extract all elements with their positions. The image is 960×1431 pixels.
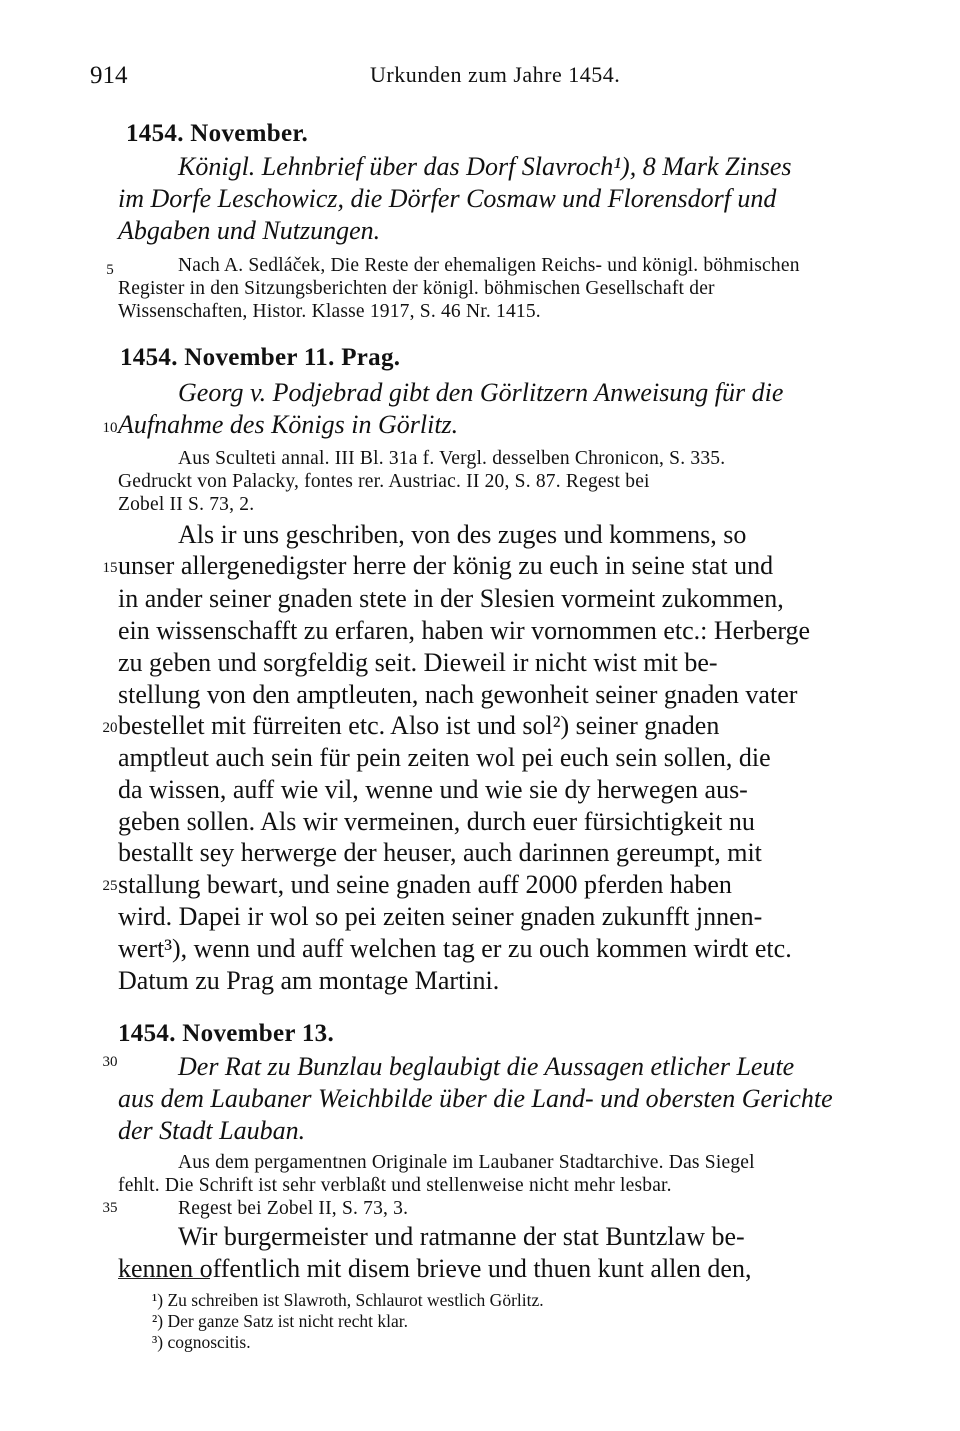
regest-line: der Stadt Lauban. <box>118 1116 306 1145</box>
body-text-line: ein wissenschafft zu erfaren, haben wir vornommen etc.: Herberge <box>118 616 811 645</box>
regest-line: Georg v. Podjebrad gibt den Görlitzern Anweisung für die <box>178 378 784 407</box>
source-note-line: Nach A. Sedláček, Die Reste der ehemaligen Reichs- und königl. böhmischen <box>178 255 800 276</box>
body-text-line: zu geben und sorgfeldig seit. Dieweil ir nicht wist mit be- <box>118 648 718 677</box>
regest-line: Abgaben und Nutzungen. <box>118 216 381 245</box>
body-text-line: Datum zu Prag am montage Martini. <box>118 966 500 995</box>
regest-line: im Dorfe Leschowicz, die Dörfer Cosmaw und Florensdorf und <box>118 184 777 213</box>
source-note-line: Regest bei Zobel II, S. 73, 3. <box>178 1198 409 1219</box>
body-text-line: amptleut auch sein für pein zeiten wol pei euch sein sollen, die <box>118 743 771 772</box>
footnote: ¹) Zu schreiben ist Slawroth, Schlaurot westlich Görlitz. <box>152 1290 544 1310</box>
entry-date: 1454. November. <box>126 120 309 147</box>
body-text-line: unser allergenedigster herre der könig zu euch in seine stat und <box>118 551 774 580</box>
line-number: 25 <box>102 878 118 894</box>
body-text-line: da wissen, auff wie vil, wenne und wie sie dy herwegen aus- <box>118 775 748 804</box>
entry-date: 1454. November 11. Prag. <box>120 344 401 371</box>
body-text-line: kennen offentlich mit disem brieve und thuen kunt allen den, <box>118 1254 752 1283</box>
line-number: 35 <box>102 1200 118 1216</box>
body-text-line: geben sollen. Als wir vermeinen, durch euer fürsichtigkeit nu <box>118 807 755 836</box>
regest-line: Aufnahme des Königs in Görlitz. <box>118 410 459 439</box>
body-text-line: wird. Dapei ir wol so pei zeiten seiner gnaden zukunfft jnnen- <box>118 902 763 931</box>
source-note-line: Aus Sculteti annal. III Bl. 31a f. Vergl. desselben Chronicon, S. 335. <box>178 448 726 469</box>
body-text-line: stellung von den amptleuten, nach gewonheit seiner gnaden vater <box>118 680 798 709</box>
body-text-line: Wir burgermeister und ratmanne der stat Buntzlaw be- <box>178 1222 745 1251</box>
regest-line: aus dem Laubaner Weichbilde über die Land- und obersten Gerichte <box>118 1084 833 1113</box>
line-number: 10 <box>102 420 118 436</box>
footnote: ²) Der ganze Satz ist nicht recht klar. <box>152 1311 408 1331</box>
footnote-rule <box>118 1278 210 1279</box>
regest-line: Der Rat zu Bunzlau beglaubigt die Aussagen etlicher Leute <box>178 1052 795 1081</box>
body-text-line: bestallt sey herwerge der heuser, auch darinnen gereumpt, mit <box>118 838 762 867</box>
line-number: 15 <box>102 560 118 576</box>
source-note-line: Register in den Sitzungsberichten der königl. böhmischen Gesellschaft der <box>118 278 715 299</box>
body-text-line: stallung bewart, und seine gnaden auff 2000 pferden haben <box>118 870 732 899</box>
running-head: Urkunden zum Jahre 1454. <box>370 62 621 87</box>
page-number: 914 <box>90 62 128 89</box>
body-text-line: in ander seiner gnaden stete in der Slesien vormeint zukommen, <box>118 584 784 613</box>
footnote: ³) cognoscitis. <box>152 1332 251 1352</box>
source-note-line: Wissenschaften, Histor. Klasse 1917, S. 46 Nr. 1415. <box>118 301 541 322</box>
regest-line: Königl. Lehnbrief über das Dorf Slavroch¹), 8 Mark Zinses <box>178 152 792 181</box>
body-text-line: wert³), wenn und auff welchen tag er zu ouch kommen wirdt etc. <box>118 934 792 963</box>
source-note-line: Zobel II S. 73, 2. <box>118 494 255 515</box>
line-number: 20 <box>102 720 118 736</box>
line-number: 30 <box>102 1054 118 1070</box>
entry-date: 1454. November 13. <box>118 1020 335 1047</box>
source-note-line: fehlt. Die Schrift ist sehr verblaßt und stellenweise nicht mehr lesbar. <box>118 1175 672 1196</box>
body-text-line: Als ir uns geschriben, von des zuges und kommens, so <box>178 520 747 549</box>
body-text-line: bestellet mit fürreiten etc. Also ist und sol²) seiner gnaden <box>118 711 720 740</box>
source-note-line: Aus dem pergamentnen Originale im Laubaner Stadtarchive. Das Siegel <box>178 1152 755 1173</box>
source-note-line: Gedruckt von Palacky, fontes rer. Austriac. II 20, S. 87. Regest bei <box>118 471 650 492</box>
line-number: 5 <box>106 262 114 278</box>
